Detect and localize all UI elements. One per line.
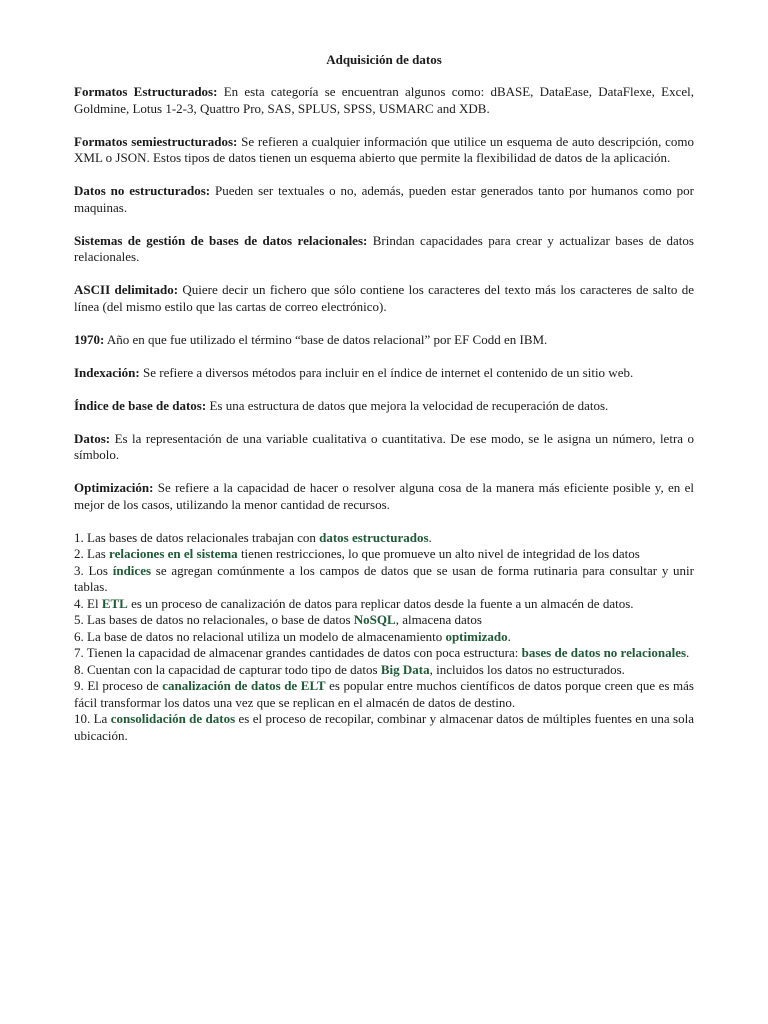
- definition-text: Es la representación de una variable cualitativa o cuantitativa. De ese modo, se le asigna un número, letra o símbolo.: [74, 430, 694, 462]
- definition-paragraph: [74, 84, 694, 117]
- definition-term: 1970:: [74, 331, 105, 347]
- list-item-text: es un proceso de canalización de datos para replicar datos desde la fuente a un almacén de datos.: [127, 595, 634, 611]
- list-item-text: se agregan comúnmente a los campos de datos que se usan de forma rutinaria para consultar y unir tablas.: [74, 562, 695, 594]
- definitions-section: [74, 84, 694, 513]
- definition-term: Datos:: [74, 430, 111, 446]
- list-item-text: .: [428, 529, 432, 545]
- definition-text: Año en que fue utilizado el término “base de datos relacional” por EF Codd en IBM.: [104, 331, 548, 347]
- highlighted-term: canalización de datos de ELT: [162, 678, 326, 693]
- definition-paragraph: [74, 480, 694, 513]
- list-item-text: 2. Las: [74, 546, 110, 561]
- definition-paragraph: [74, 233, 694, 266]
- numbered-list: [74, 530, 694, 745]
- list-item-text: , incluidos los datos no estructurados.: [429, 661, 625, 677]
- highlighted-term: NoSQL: [353, 612, 396, 627]
- definition-text: Pueden ser textuales o no, además, pueden estar generados tanto por humanos como por maquinas.: [74, 183, 694, 215]
- document-body: [74, 84, 694, 744]
- list-item-text: 9. El proceso de: [74, 678, 163, 693]
- list-item: [74, 662, 694, 679]
- highlighted-term: datos estructurados: [319, 529, 429, 545]
- list-item: [74, 711, 694, 744]
- highlighted-term: bases de datos no relacionales: [521, 645, 687, 660]
- definition-term: Indexación:: [74, 364, 140, 380]
- definition-text: Es una estructura de datos que mejora la velocidad de recuperación de datos.: [206, 397, 609, 413]
- highlighted-term: ETL: [101, 595, 128, 611]
- definition-paragraph: [74, 332, 694, 349]
- list-item-text: 5. Las bases de datos no relacionales, o base de datos: [74, 612, 354, 627]
- definition-paragraph: [74, 183, 694, 216]
- list-item: [74, 530, 694, 547]
- definition-paragraph: [74, 282, 694, 315]
- definition-text: Se refiere a diversos métodos para incluir en el índice de internet el contenido de un sitio web.: [139, 364, 634, 380]
- definition-term: Datos no estructurados:: [74, 183, 211, 198]
- list-item-text: .: [507, 628, 511, 644]
- list-item-text: tienen restricciones, lo que promueve un alto nivel de integridad de los datos: [237, 546, 640, 561]
- highlighted-term: consolidación de datos: [110, 711, 236, 726]
- list-item: [74, 563, 694, 596]
- highlighted-term: Big Data: [380, 661, 430, 677]
- list-item-text: 10. La: [74, 711, 111, 726]
- definition-term: Formatos Estructurados:: [74, 84, 218, 99]
- definition-paragraph: [74, 365, 694, 382]
- list-item-text: 1. Las bases de datos relacionales trabajan con: [74, 529, 320, 545]
- definition-text: Se refiere a la capacidad de hacer o resolver alguna cosa de la manera más eficiente posible y, en el mejor de los casos, utilizando la menor cantidad de recursos.: [74, 480, 694, 512]
- definition-text: En esta categoría se encuentran algunos como: dBASE, DataEase, DataFlexe, Excel, Goldmine, Lotus 1-2-3, Quattro Pro, SAS, SPLUS, SPSS, USMARC and XDB.: [74, 84, 694, 116]
- list-item: [74, 546, 694, 563]
- list-item-text: 8. Cuentan con la capacidad de capturar todo tipo de datos: [74, 661, 381, 677]
- definition-text: Brindan capacidades para crear y actualizar bases de datos relacionales.: [74, 232, 694, 264]
- definition-term: Optimización:: [74, 480, 154, 495]
- highlighted-term: optimizado: [445, 628, 508, 644]
- list-item: [74, 612, 694, 629]
- definition-paragraph: [74, 398, 694, 415]
- list-item-text: 3. Los: [74, 562, 113, 578]
- highlighted-term: índices: [112, 562, 152, 578]
- list-item-text: .: [686, 645, 690, 660]
- list-item-text: es popular entre muchos científicos de datos porque creen que es más fácil transformar los datos una vez que se replican en el almacén de datos de destino.: [74, 678, 694, 710]
- list-item: [74, 596, 694, 613]
- list-item: [74, 678, 694, 711]
- definition-term: Formatos semiestructurados:: [74, 133, 238, 149]
- definition-term: Sistemas de gestión de bases de datos relacionales:: [74, 232, 368, 248]
- highlighted-term: relaciones en el sistema: [109, 546, 238, 561]
- list-item-text: 6. La base de datos no relacional utiliza un modelo de almacenamiento: [74, 628, 446, 644]
- list-item-text: , almacena datos: [395, 612, 482, 627]
- definition-term: Índice de base de datos:: [74, 397, 207, 413]
- definition-term: ASCII delimitado:: [74, 282, 179, 297]
- definition-paragraph: [74, 134, 694, 167]
- list-item-text: 7. Tienen la capacidad de almacenar grandes cantidades de datos con poca estructura:: [74, 645, 522, 660]
- list-item-text: es el proceso de recopilar, combinar y almacenar datos de múltiples fuentes en una sola ubicación.: [74, 711, 694, 743]
- list-item: [74, 629, 694, 646]
- document-title: Adquisición de datos: [326, 52, 442, 67]
- definition-text: Se refieren a cualquier información que utilice un esquema de auto descripción, como XML o JSON. Estos tipos de datos tienen un esquema abierto que permite la flexibilidad de datos de la aplicación.: [74, 133, 694, 165]
- definition-text: Quiere decir un fichero que sólo contiene los caracteres del texto más los caracteres de salto de línea (del mismo estilo que las cartas de correo electrónico).: [74, 282, 694, 314]
- definition-paragraph: [74, 431, 694, 464]
- list-item: [74, 645, 694, 662]
- list-item-text: 4. El: [74, 595, 102, 611]
